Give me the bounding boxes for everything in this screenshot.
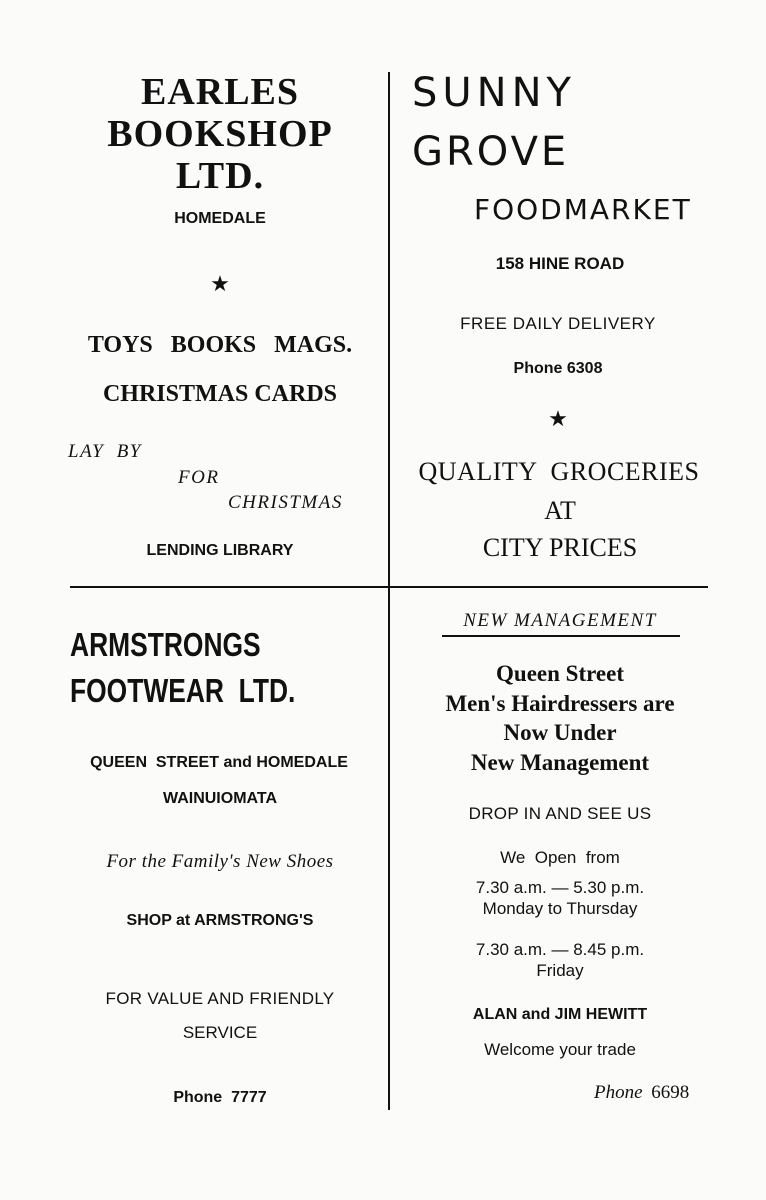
heading-underline xyxy=(442,635,680,637)
hairdressers-line-1: Queen Street xyxy=(496,661,624,686)
hairdressers-drop-in: DROP IN AND SEE US xyxy=(468,804,652,823)
sunny-slogan-2: AT xyxy=(544,496,576,525)
horizontal-divider xyxy=(70,586,708,588)
sunny-name-line3: FOODMARKET xyxy=(474,193,692,226)
sunny-name-line1: SUNNY xyxy=(412,70,576,116)
earles-name-line1: EARLES xyxy=(140,71,300,113)
sunny-slogan-1: QUALITY GROCERIES xyxy=(418,457,700,486)
armstrongs-name-line1: ARMSTRONGS xyxy=(70,626,261,663)
hairdressers-line-4: New Management xyxy=(470,750,650,775)
sunny-slogan-3: CITY PRICES xyxy=(482,533,638,562)
hairdressers-owners: ALAN and JIM HEWITT xyxy=(472,1006,648,1023)
hairdressers-line-2: Men's Hairdressers are xyxy=(445,691,675,716)
armstrongs-phone: Phone 7777 xyxy=(173,1089,267,1106)
vertical-divider xyxy=(388,72,390,1110)
hairdressers-hours-1: 7.30 a.m. — 5.30 p.m. xyxy=(475,878,645,897)
sunny-delivery: FREE DAILY DELIVERY xyxy=(460,314,656,333)
armstrongs-town: WAINUIOMATA xyxy=(162,790,278,807)
hairdressers-days-2: Friday xyxy=(536,961,584,980)
armstrongs-shop: SHOP at ARMSTRONG'S xyxy=(126,912,314,929)
hairdressers-hours-2: 7.30 a.m. — 8.45 p.m. xyxy=(475,940,645,959)
sunny-address: 158 HINE ROAD xyxy=(495,254,625,273)
hairdressers-open: We Open from xyxy=(500,848,620,867)
armstrongs-family: For the Family's New Shoes xyxy=(106,851,334,872)
armstrongs-value-2: SERVICE xyxy=(182,1023,258,1042)
hairdressers-days-1: Monday to Thursday xyxy=(482,899,638,918)
earles-location: HOMEDALE xyxy=(174,210,266,227)
armstrongs-value-1: FOR VALUE AND FRIENDLY xyxy=(105,989,335,1008)
sunny-name-line2: GROVE xyxy=(412,129,570,175)
phone-number: 6698 xyxy=(651,1082,690,1103)
earles-name-line3: LTD. xyxy=(175,155,265,197)
hairdressers-line-3: Now Under xyxy=(503,720,617,745)
hairdressers-heading: NEW MANAGEMENT xyxy=(463,610,657,631)
phone-label: Phone xyxy=(594,1082,643,1103)
earles-products: TOYS BOOKS MAGS. xyxy=(87,332,353,358)
earles-layby-2: FOR xyxy=(178,467,220,488)
hairdressers-phone xyxy=(594,1082,689,1104)
earles-layby-3: CHRISTMAS xyxy=(228,492,343,513)
armstrongs-name-line2: FOOTWEAR LTD. xyxy=(70,672,296,709)
earles-cards: CHRISTMAS CARDS xyxy=(102,381,338,407)
earles-name-line2: BOOKSHOP xyxy=(107,113,333,155)
earles-layby-1: LAY BY xyxy=(68,441,142,462)
star-icon: ★ xyxy=(210,272,230,297)
earles-library: LENDING LIBRARY xyxy=(146,542,294,559)
armstrongs-streets: QUEEN STREET and HOMEDALE xyxy=(90,754,348,771)
sunny-phone: Phone 6308 xyxy=(513,360,603,377)
hairdressers-welcome: Welcome your trade xyxy=(484,1040,636,1059)
star-icon: ★ xyxy=(548,407,568,432)
